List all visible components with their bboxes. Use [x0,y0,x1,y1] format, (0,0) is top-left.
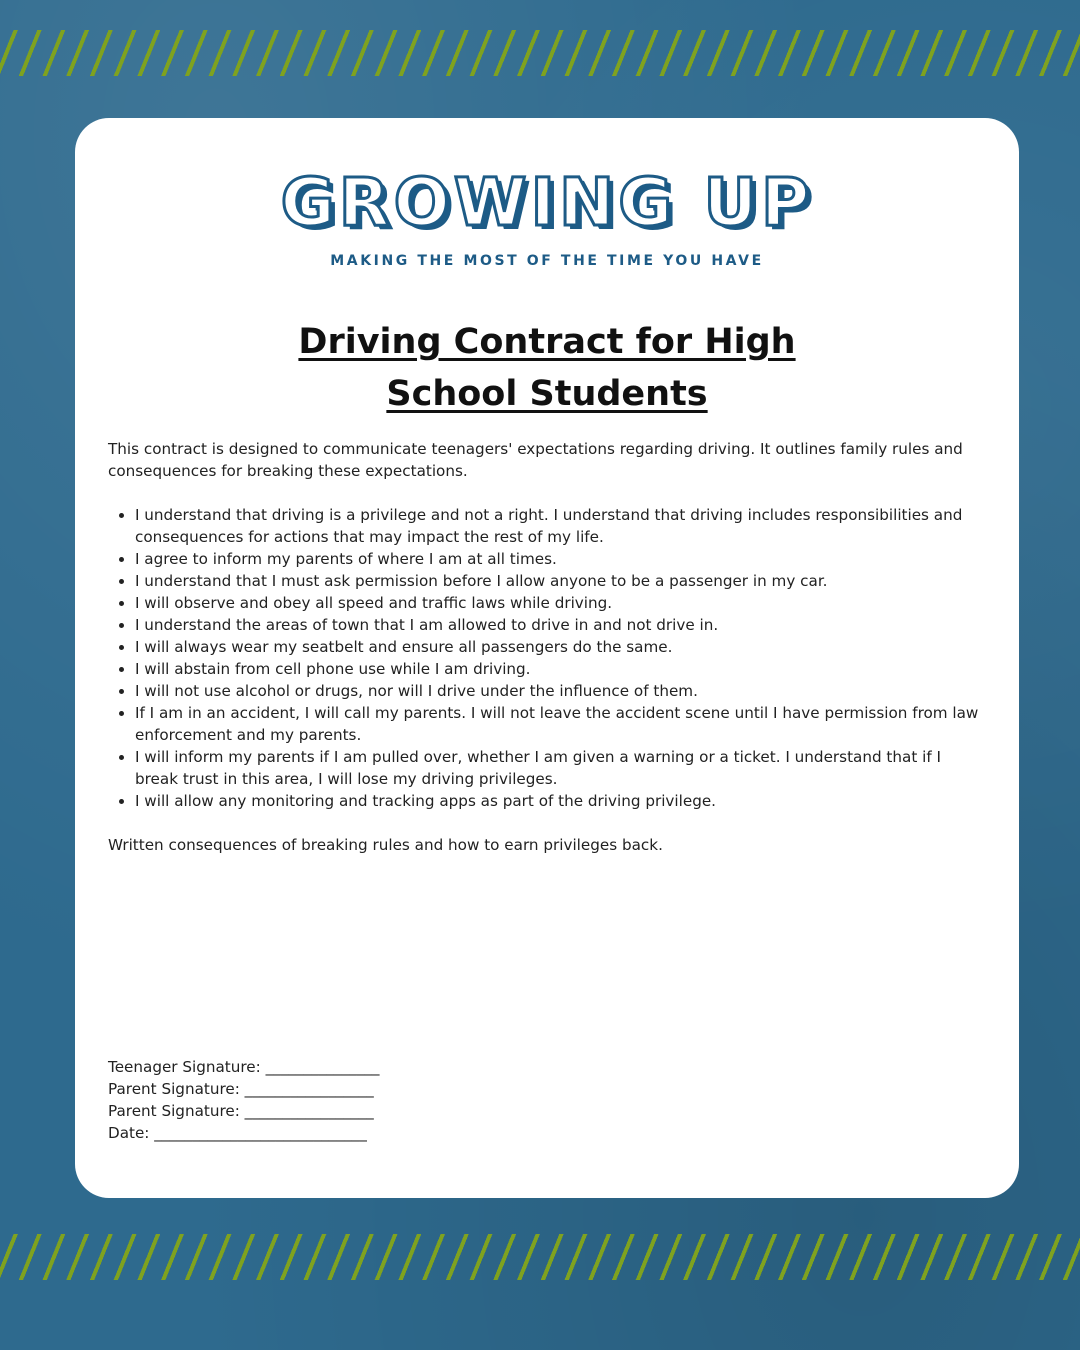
rule-item: • I understand the areas of town that I am allowed to drive in and not drive in. [135,614,988,636]
parent-signature-line-2: Parent Signature: _________________ [108,1102,374,1120]
rule-item: • I understand that driving is a privilege and not a right. I understand that driving includes responsibilities and consequences for actions that may impact the rest of my life. [135,504,988,548]
rule-item: • I will observe and obey all speed and traffic laws while driving. [135,592,988,614]
rule-item: • I will inform my parents if I am pulled over, whether I am given a warning or a ticket. I understand that if I break trust in this area, I will lose my driving privileges. [135,746,988,790]
rule-item: • I will abstain from cell phone use while I am driving. [135,658,988,680]
rules-list [108,504,988,812]
contract-card [75,118,1019,1198]
teenager-signature-line: Teenager Signature: _______________ [108,1058,380,1076]
rule-item: • I will allow any monitoring and tracking apps as part of the driving privilege. [135,790,988,812]
top-stripe-border [0,30,1080,76]
document-title [75,316,1019,420]
contract-body [108,438,988,856]
date-line: Date: ____________________________ [108,1124,367,1142]
signature-block [108,1056,608,1144]
rule-item: • I will not use alcohol or drugs, nor will I drive under the influence of them. [135,680,988,702]
bottom-stripe-border [0,1234,1080,1280]
brand-tagline: MAKING THE MOST OF THE TIME YOU HAVE [330,253,764,269]
rule-item: • If I am in an accident, I will call my parents. I will not leave the accident scene until I have permission from law enforcement and my parents. [135,702,988,746]
consequences-prompt: Written consequences of breaking rules and how to earn privileges back. [108,836,663,854]
rule-item: • I agree to inform my parents of where I am at all times. [135,548,988,570]
document-title-line-2: School Students [386,374,708,414]
intro-paragraph: This contract is designed to communicate teenagers' expectations regarding driving. It outlines family rules and consequences for breaking these expectations. [108,440,963,480]
brand-logo-title: GROWING UP [280,164,814,241]
rule-item: • I understand that I must ask permission before I allow anyone to be a passenger in my car. [135,570,988,592]
parent-signature-line-1: Parent Signature: _________________ [108,1080,374,1098]
document-title-line-1: Driving Contract for High [298,322,796,362]
rule-item: • I will always wear my seatbelt and ensure all passengers do the same. [135,636,988,658]
brand-header [75,164,1019,269]
